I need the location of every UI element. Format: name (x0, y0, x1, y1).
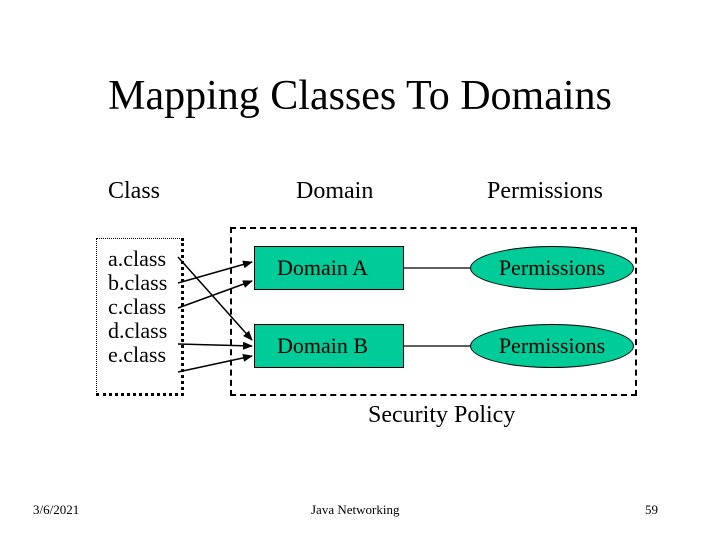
permissions-b-oval: Permissions (470, 324, 634, 368)
domain-b-box: Domain B (254, 324, 404, 368)
arrow-c-to-domain-a (178, 281, 252, 308)
arrow-b-to-domain-a (178, 262, 252, 283)
permissions-column-header: Permissions (487, 178, 604, 204)
arrow-a-to-domain-b (178, 257, 252, 340)
class-item-b: b.class (108, 270, 168, 295)
footer-title: Java Networking (311, 502, 400, 517)
footer-date: 3/6/2021 (33, 502, 80, 517)
permissions-a-oval: Permissions (470, 246, 634, 290)
domain-column-header: Domain (296, 178, 374, 204)
slide-title: Mapping Classes To Domains (108, 73, 612, 119)
class-item-d: d.class (108, 318, 168, 343)
arrow-e-to-domain-b (178, 356, 252, 372)
class-item-a: a.class (108, 246, 167, 271)
footer-page-number: 59 (645, 502, 658, 517)
security-policy-label: Security Policy (368, 402, 516, 428)
class-column-header: Class (108, 178, 161, 204)
domain-a-box: Domain A (254, 246, 404, 290)
class-item-c: c.class (108, 294, 167, 319)
arrow-d-to-domain-b (178, 344, 252, 346)
class-item-e: e.class (108, 342, 167, 367)
